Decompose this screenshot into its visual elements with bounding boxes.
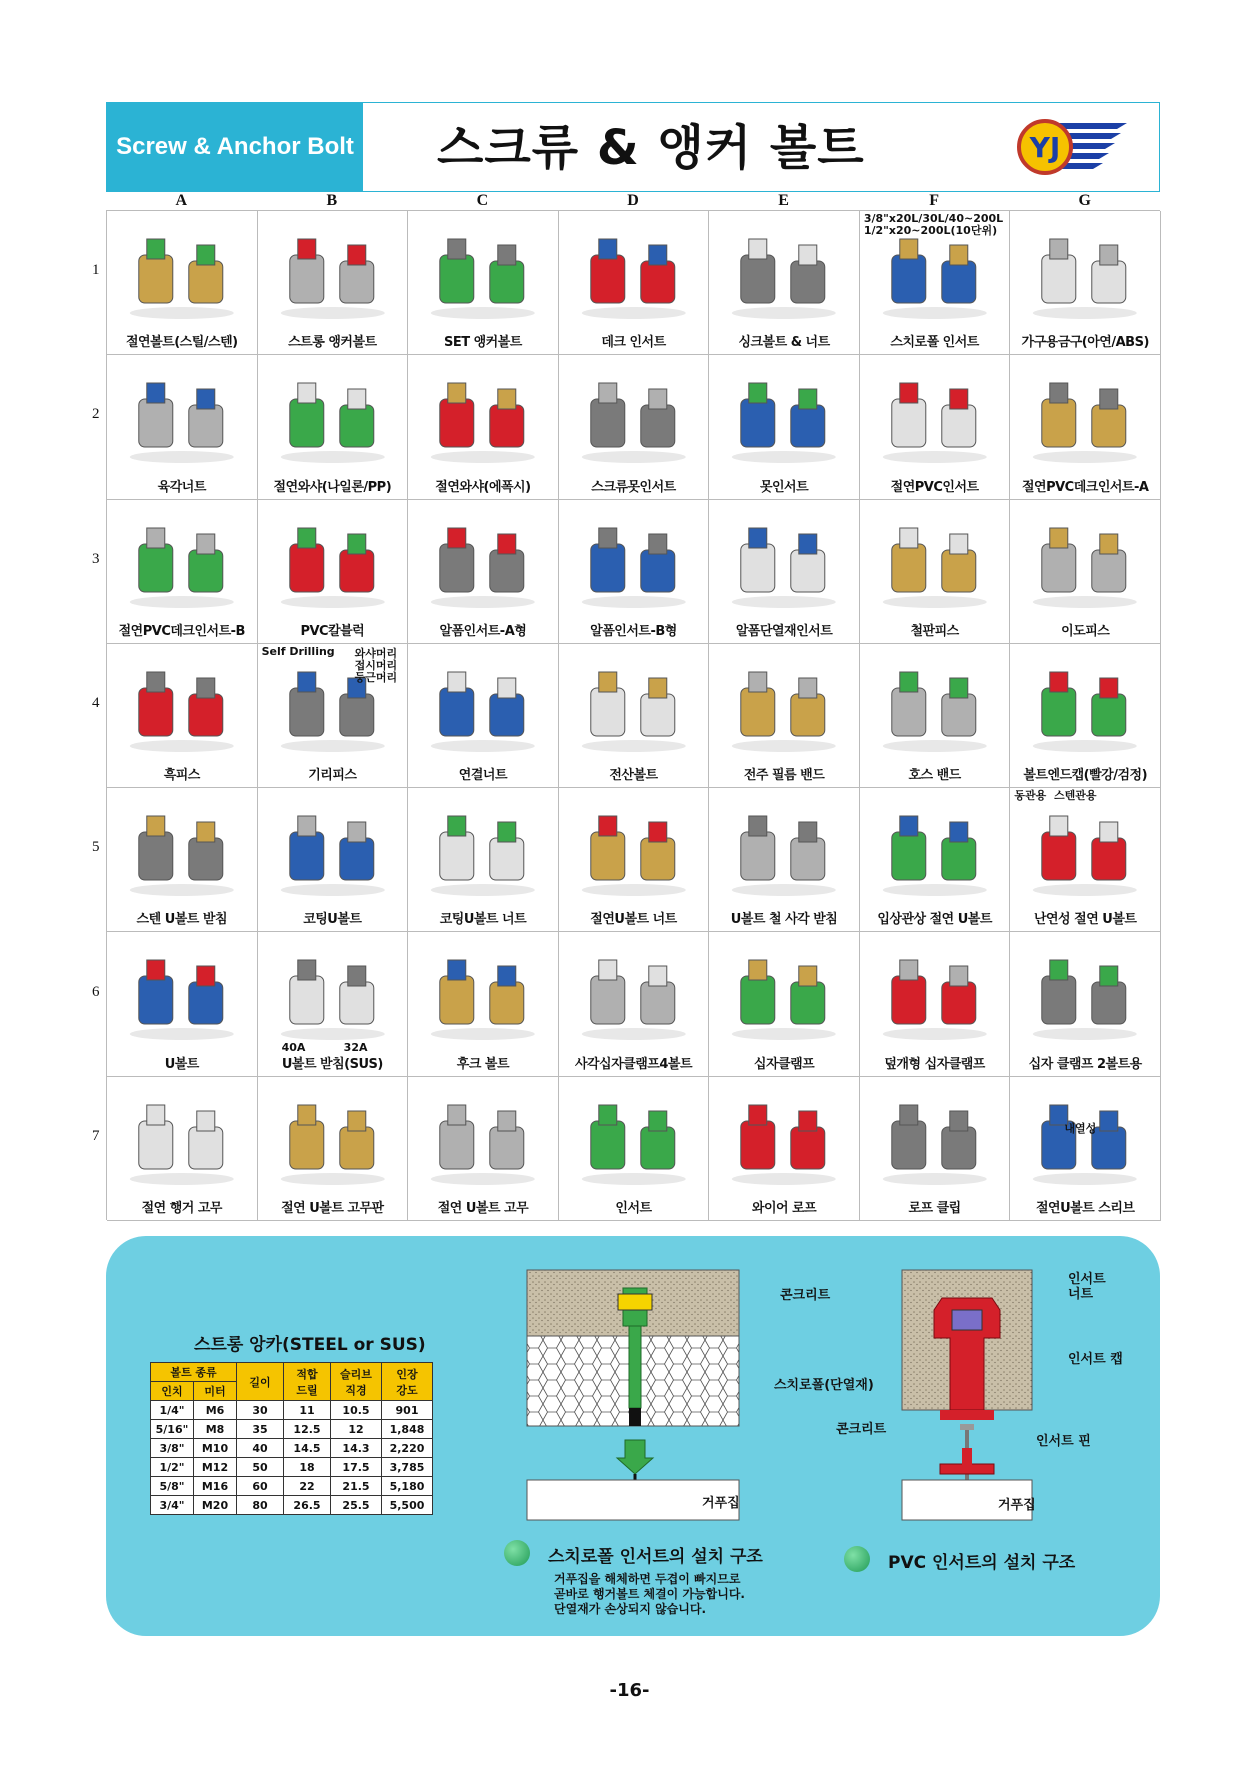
product-label: PVC칼블럭 bbox=[300, 623, 365, 639]
product-label: 십자 클램프 2볼트용 bbox=[1028, 1056, 1142, 1072]
page-header bbox=[106, 102, 1160, 192]
table-cell: 22 bbox=[284, 1477, 331, 1496]
u-bolt-rubber-plate-icon bbox=[266, 1091, 400, 1191]
product-label: 스크류못인서트 bbox=[591, 479, 676, 495]
row-number: 7 bbox=[92, 1127, 100, 1144]
product-label: 절연 U볼트 고무 bbox=[437, 1200, 529, 1216]
product-cell[interactable] bbox=[258, 355, 409, 499]
product-cell[interactable] bbox=[408, 932, 559, 1076]
product-label: 와이어 로프 bbox=[751, 1200, 817, 1216]
rope-clip-icon bbox=[868, 1091, 1002, 1191]
table-cell: 3/4" bbox=[151, 1496, 194, 1515]
product-label: 덮개형 십자클램프 bbox=[884, 1056, 985, 1072]
product-label: 볼트엔드캡(빨강/검정) bbox=[1023, 768, 1148, 784]
diagram1-note bbox=[554, 1572, 745, 1617]
spec-subheader: 인치 bbox=[151, 1382, 194, 1401]
product-cell[interactable] bbox=[107, 788, 258, 932]
product-label: 십자클램프 bbox=[753, 1056, 815, 1072]
diagram1-label-concrete: 콘크리트 bbox=[780, 1288, 831, 1303]
product-cell[interactable] bbox=[709, 500, 860, 644]
black-screw-icon bbox=[115, 658, 249, 758]
product-cell[interactable] bbox=[1010, 644, 1161, 788]
table-cell: 50 bbox=[237, 1458, 284, 1477]
row-number: 1 bbox=[92, 262, 100, 279]
product-label: 후크 볼트 bbox=[456, 1056, 510, 1072]
table-cell: 12.5 bbox=[284, 1420, 331, 1439]
product-label: 스치로폴 인서트 bbox=[890, 335, 979, 351]
product-cell[interactable] bbox=[1010, 932, 1161, 1076]
product-cell[interactable] bbox=[860, 932, 1011, 1076]
product-cell[interactable] bbox=[559, 1077, 710, 1221]
flame-retardant-u-bolt-icon bbox=[1018, 802, 1152, 902]
table-cell: 3/8" bbox=[151, 1439, 194, 1458]
product-cell[interactable] bbox=[258, 1077, 409, 1221]
product-cell[interactable] bbox=[408, 788, 559, 932]
table-cell: 3,785 bbox=[382, 1458, 433, 1477]
table-cell: 60 bbox=[237, 1477, 284, 1496]
product-cell[interactable] bbox=[860, 644, 1011, 788]
product-cell[interactable] bbox=[408, 500, 559, 644]
product-cell[interactable] bbox=[709, 644, 860, 788]
product-cell[interactable] bbox=[709, 355, 860, 499]
table-cell: 25.5 bbox=[331, 1496, 382, 1515]
product-label: 기리피스 bbox=[308, 768, 357, 784]
alform-insulation-insert-icon bbox=[717, 514, 851, 614]
table-cell: 18 bbox=[284, 1458, 331, 1477]
table-cell: 11 bbox=[284, 1401, 331, 1420]
product-cell[interactable] bbox=[860, 355, 1011, 499]
bullet-icon bbox=[844, 1546, 870, 1572]
table-cell: 5/8" bbox=[151, 1477, 194, 1496]
table-cell: 901 bbox=[382, 1401, 433, 1420]
product-cell[interactable] bbox=[408, 644, 559, 788]
table-cell: M12 bbox=[194, 1458, 237, 1477]
pvc-deck-insert-a-icon bbox=[1018, 369, 1152, 469]
product-label: 알폼인서트-A형 bbox=[439, 623, 527, 639]
pvc-deck-insert-b-icon bbox=[115, 514, 249, 614]
product-note: 3/8"x20L/30L/40~200L 1/2"x20~200L(10단위) bbox=[863, 212, 1004, 237]
product-label: 알폼인서트-B형 bbox=[590, 623, 677, 639]
bolt-end-cap-icon bbox=[1018, 658, 1152, 758]
column-header: E bbox=[778, 192, 789, 209]
column-header: C bbox=[476, 192, 489, 209]
table-row bbox=[151, 1458, 433, 1477]
alform-insert-b-icon bbox=[567, 514, 701, 614]
product-label: U볼트 철 사각 받침 bbox=[730, 912, 838, 928]
spec-table-title: 스트롱 앙카(STEEL or SUS) bbox=[194, 1335, 426, 1355]
product-cell[interactable] bbox=[1010, 211, 1161, 355]
square-cross-clamp-icon bbox=[567, 946, 701, 1046]
styrofoam-insert-diagram bbox=[525, 1268, 835, 1538]
product-label: 데크 인서트 bbox=[601, 335, 666, 351]
insulated-u-bolt-nut-icon bbox=[567, 802, 701, 902]
product-cell[interactable] bbox=[1010, 355, 1161, 499]
table-cell: 21.5 bbox=[331, 1477, 382, 1496]
covered-cross-clamp-icon bbox=[868, 946, 1002, 1046]
product-label: 전주 필름 밴드 bbox=[743, 768, 825, 784]
product-label: 이도피스 bbox=[1061, 623, 1110, 639]
threaded-rod-icon bbox=[567, 658, 701, 758]
hanger-rubber-icon bbox=[115, 1091, 249, 1191]
product-label: 절연PVC데크인서트-B bbox=[118, 623, 245, 639]
product-label: 스텐 U볼트 받침 bbox=[136, 912, 228, 928]
product-cell[interactable] bbox=[860, 788, 1011, 932]
row-number: 5 bbox=[92, 839, 100, 856]
product-note: Self Drilling bbox=[261, 644, 335, 658]
u-bolt-sleeve-icon bbox=[1018, 1091, 1152, 1191]
product-label: U볼트 bbox=[164, 1056, 199, 1072]
product-cell[interactable] bbox=[107, 932, 258, 1076]
epoxy-washer-icon bbox=[416, 369, 550, 469]
hose-clamp-icon bbox=[868, 658, 1002, 758]
pvc-wall-plug-icon bbox=[266, 514, 400, 614]
product-label: 전산볼트 bbox=[609, 768, 658, 784]
product-label: 못인서트 bbox=[759, 479, 809, 495]
pvc-insert-icon bbox=[868, 369, 1002, 469]
table-cell: 14.5 bbox=[284, 1439, 331, 1458]
cross-clamp-icon bbox=[717, 946, 851, 1046]
product-label: 흑피스 bbox=[163, 768, 200, 784]
note-line: 곧바로 행거볼트 체결이 가능합니다. bbox=[554, 1587, 745, 1601]
table-row bbox=[151, 1439, 433, 1458]
product-cell[interactable] bbox=[559, 932, 710, 1076]
page-title: 스크류 & 앵커 볼트 bbox=[437, 120, 865, 176]
spec-subheader: 미터 bbox=[194, 1382, 237, 1401]
set-anchor-bolt-icon bbox=[416, 225, 550, 325]
product-cell[interactable] bbox=[107, 644, 258, 788]
table-cell: 35 bbox=[237, 1420, 284, 1439]
table-cell: 5,180 bbox=[382, 1477, 433, 1496]
column-header: D bbox=[627, 192, 639, 209]
product-label: 육각너트 bbox=[157, 479, 206, 495]
product-note: 동관용 스텐관용 bbox=[1014, 789, 1097, 803]
strong-anchor-bolt-icon bbox=[266, 225, 400, 325]
product-cell[interactable] bbox=[709, 1077, 860, 1221]
product-cell[interactable] bbox=[1010, 500, 1161, 644]
u-bolt-rubber-tube-icon bbox=[416, 1091, 550, 1191]
product-label: U볼트 받침(SUS) bbox=[281, 1056, 383, 1072]
product-cell[interactable] bbox=[709, 932, 860, 1076]
table-cell: 1,848 bbox=[382, 1420, 433, 1439]
product-label: SET 앵커볼트 bbox=[443, 335, 522, 351]
product-cell[interactable] bbox=[107, 1077, 258, 1221]
product-label: 절연 행거 고무 bbox=[141, 1200, 222, 1216]
riser-insulated-u-bolt-icon bbox=[868, 802, 1002, 902]
diagram1-label-styrofoam: 스치로폴(단열재) bbox=[774, 1378, 874, 1393]
table-cell: 2,220 bbox=[382, 1439, 433, 1458]
u-bolt-support-sus-icon bbox=[266, 946, 400, 1046]
u-bolt-square-plate-icon bbox=[717, 802, 851, 902]
product-cell[interactable] bbox=[107, 500, 258, 644]
row-number: 4 bbox=[92, 695, 100, 711]
product-label: 스트롱 앵커볼트 bbox=[288, 335, 377, 351]
table-row bbox=[151, 1420, 433, 1439]
product-label: 절연 U볼트 고무판 bbox=[281, 1200, 384, 1216]
product-cell[interactable] bbox=[1010, 1077, 1161, 1221]
product-cell[interactable] bbox=[559, 211, 710, 355]
table-cell: 26.5 bbox=[284, 1496, 331, 1515]
product-label: 알폼단열재인서트 bbox=[735, 623, 833, 639]
product-label: 코팅U볼트 bbox=[303, 912, 362, 928]
diagram2-label-pin: 인서트 핀 bbox=[1036, 1434, 1091, 1449]
sus-u-bolt-support-icon bbox=[115, 802, 249, 902]
table-cell: 10.5 bbox=[331, 1401, 382, 1420]
insert-icon bbox=[567, 1091, 701, 1191]
coated-u-bolt-icon bbox=[266, 802, 400, 902]
product-cell[interactable] bbox=[408, 355, 559, 499]
table-cell: M20 bbox=[194, 1496, 237, 1515]
u-bolt-icon bbox=[115, 946, 249, 1046]
brand-logo-icon bbox=[1017, 115, 1127, 179]
product-cell[interactable] bbox=[107, 211, 258, 355]
product-label: 절연와샤(나일론/PP) bbox=[273, 479, 392, 495]
coupling-nut-icon bbox=[416, 658, 550, 758]
product-label: 입상관상 절연 U볼트 bbox=[877, 912, 992, 928]
product-cell[interactable] bbox=[408, 211, 559, 355]
table-cell: 17.5 bbox=[331, 1458, 382, 1477]
product-label: 절연U볼트 스리브 bbox=[1035, 1200, 1135, 1216]
spec-header: 적합 드릴 bbox=[284, 1363, 331, 1401]
insulated-bolt-icon bbox=[115, 225, 249, 325]
product-note: 내열성 bbox=[1064, 1121, 1097, 1135]
bullet-icon bbox=[504, 1540, 530, 1566]
product-label: 절연PVC인서트 bbox=[890, 479, 979, 495]
product-cell[interactable] bbox=[860, 1077, 1011, 1221]
nail-insert-icon bbox=[717, 369, 851, 469]
product-label: 싱크볼트 & 너트 bbox=[738, 335, 830, 351]
spec-table bbox=[150, 1362, 433, 1515]
product-label: 절연U볼트 너트 bbox=[590, 912, 677, 928]
table-cell: M16 bbox=[194, 1477, 237, 1496]
alform-insert-a-icon bbox=[416, 514, 550, 614]
page-number: -16- bbox=[609, 1680, 650, 1701]
table-cell: 14.3 bbox=[331, 1439, 382, 1458]
screw-nail-insert-icon bbox=[567, 369, 701, 469]
nylon-washer-icon bbox=[266, 369, 400, 469]
table-row bbox=[151, 1401, 433, 1420]
styrofoam-insert-icon bbox=[868, 225, 1002, 325]
furniture-fitting-icon bbox=[1018, 225, 1152, 325]
table-cell: 80 bbox=[237, 1496, 284, 1515]
product-cell[interactable] bbox=[709, 211, 860, 355]
row-number: 6 bbox=[92, 983, 100, 1000]
pole-band-icon bbox=[717, 658, 851, 758]
coated-u-bolt-nut-icon bbox=[416, 802, 550, 902]
product-label: 코팅U볼트 너트 bbox=[439, 912, 527, 928]
table-cell: 1/4" bbox=[151, 1401, 194, 1420]
table-row bbox=[151, 1496, 433, 1515]
note-line: 거푸집을 해체하면 두겹이 빠지므로 bbox=[554, 1572, 741, 1586]
spec-header: 슬리브 직경 bbox=[331, 1363, 382, 1401]
product-label: 연결너트 bbox=[458, 768, 508, 784]
product-label: 로프 클립 bbox=[908, 1200, 961, 1216]
product-note: 와샤머리 접시머리 둥근머리 bbox=[354, 646, 398, 684]
diagram2-label-nut: 인서트 너트 bbox=[1068, 1272, 1106, 1302]
header-tag: Screw & Anchor Bolt bbox=[107, 103, 363, 191]
table-cell: M6 bbox=[194, 1401, 237, 1420]
spec-header: 길이 bbox=[237, 1363, 284, 1401]
column-header: B bbox=[326, 192, 338, 209]
table-cell: M8 bbox=[194, 1420, 237, 1439]
product-cell[interactable] bbox=[258, 788, 409, 932]
table-cell: 40 bbox=[237, 1439, 284, 1458]
cross-clamp-2bolt-icon bbox=[1018, 946, 1152, 1046]
product-cell[interactable] bbox=[559, 788, 710, 932]
note-line: 단열재가 손상되지 않습니다. bbox=[554, 1602, 707, 1616]
product-label: 절연볼트(스틸/스텐) bbox=[125, 335, 238, 351]
diagram1-caption: 스치로폴 인서트의 설치 구조 bbox=[548, 1547, 763, 1567]
table-cell: 12 bbox=[331, 1420, 382, 1439]
product-label: 철판피스 bbox=[910, 623, 959, 639]
product-label: 가구용금구(아연/ABS) bbox=[1021, 335, 1149, 351]
table-cell: 1/2" bbox=[151, 1458, 194, 1477]
diagram2-label-formwork: 거푸집 bbox=[998, 1498, 1036, 1513]
product-cell[interactable] bbox=[258, 644, 409, 788]
diagram2-label-concrete: 콘크리트 bbox=[836, 1422, 887, 1437]
product-cell[interactable] bbox=[258, 500, 409, 644]
table-cell: 5,500 bbox=[382, 1496, 433, 1515]
product-cell[interactable] bbox=[559, 644, 710, 788]
product-label: 난연성 절연 U볼트 bbox=[1033, 912, 1137, 928]
product-cell[interactable] bbox=[860, 500, 1011, 644]
product-label: 사각십자클램프4볼트 bbox=[574, 1056, 693, 1072]
product-cell[interactable] bbox=[860, 211, 1011, 355]
column-header: A bbox=[175, 192, 188, 209]
steel-plate-screw-icon bbox=[868, 514, 1002, 614]
wire-rope-icon bbox=[717, 1091, 851, 1191]
table-row bbox=[151, 1477, 433, 1496]
column-header: G bbox=[1078, 192, 1091, 209]
ido-screw-icon bbox=[1018, 514, 1152, 614]
product-label: 호스 밴드 bbox=[908, 768, 961, 784]
sink-bolt-nut-icon bbox=[717, 225, 851, 325]
hook-bolt-icon bbox=[416, 946, 550, 1046]
product-cell[interactable] bbox=[408, 1077, 559, 1221]
row-number: 2 bbox=[92, 406, 100, 423]
table-cell: M10 bbox=[194, 1439, 237, 1458]
svg-text:YJ: YJ bbox=[1029, 131, 1061, 164]
spec-group-header: 볼트 종류 bbox=[151, 1363, 237, 1382]
hex-nut-icon bbox=[115, 369, 249, 469]
spec-header: 인장 강도 bbox=[382, 1363, 433, 1401]
product-cell[interactable] bbox=[258, 211, 409, 355]
product-grid bbox=[106, 210, 1160, 1220]
table-cell: 30 bbox=[237, 1401, 284, 1420]
product-cell[interactable] bbox=[559, 355, 710, 499]
diagram2-label-cap: 인서트 캡 bbox=[1068, 1352, 1123, 1367]
product-cell[interactable] bbox=[1010, 788, 1161, 932]
product-cell[interactable] bbox=[709, 788, 860, 932]
product-cell[interactable] bbox=[559, 500, 710, 644]
column-header: F bbox=[929, 192, 940, 209]
diagram1-label-formwork: 거푸집 bbox=[702, 1496, 740, 1511]
product-label: 절연와샤(에폭시) bbox=[435, 479, 531, 495]
product-cell[interactable] bbox=[107, 355, 258, 499]
product-label: 인서트 bbox=[615, 1200, 652, 1216]
product-cell[interactable] bbox=[258, 932, 409, 1076]
deck-insert-icon bbox=[567, 225, 701, 325]
diagram2-caption: PVC 인서트의 설치 구조 bbox=[888, 1553, 1076, 1573]
table-cell: 5/16" bbox=[151, 1420, 194, 1439]
row-number: 3 bbox=[92, 550, 100, 567]
product-note: 40A 32A bbox=[281, 1040, 368, 1054]
product-label: 절연PVC데크인서트-A bbox=[1021, 479, 1149, 495]
